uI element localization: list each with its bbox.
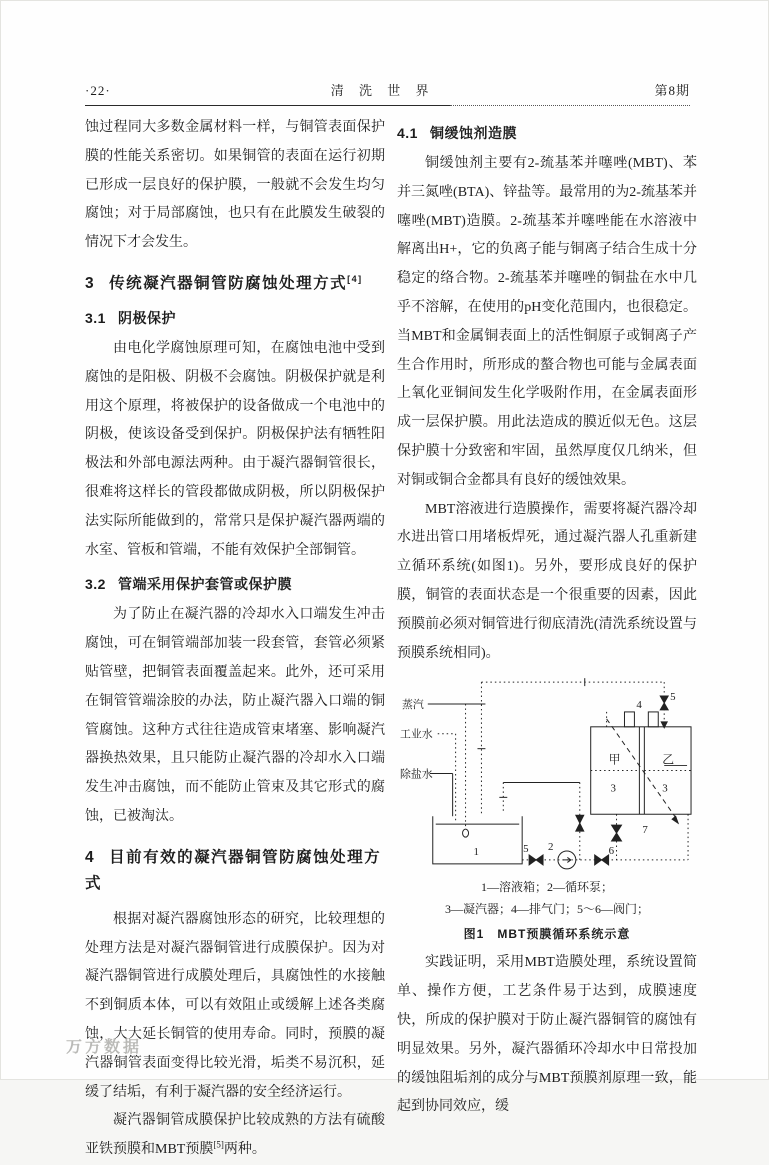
- label-half-a: 甲: [608, 752, 621, 767]
- section-4-1-paragraph-2: MBT溶液进行造膜操作，需要将凝汽器冷却水进出管口用堵板焊死，通过凝汽器人孔重新建立循环系统(如图1)。另外，要形成良好的保护膜，铜管的表面状态是一个很重要的因素，因此预膜前必须对铜管进行彻底清洗(清洗系统设置与预膜系统相同)。: [397, 501, 697, 661]
- label-4: 4: [636, 699, 642, 712]
- label-3-left: 3: [610, 782, 617, 795]
- page-number: ·22·: [85, 83, 111, 98]
- wanfang-watermark: 万方数据: [66, 1039, 143, 1056]
- section-3-2-paragraph: 为了防止在凝汽器的冷却水入口端发生冲击腐蚀，可在铜管端部加装一段套管，套管必须紧贴管壁，把铜管表面覆盖起来。此外，还可采用在铜管管端涂胶的办法，防止凝汽器入口端的铜管腐蚀。这种方式往往造成管束堵塞、影响凝汽器换热效果，且只能防止凝汽器的冷却水入口端发生冲击腐蚀，而不能防止管束及其它形式的腐蚀，已被淘汰。: [85, 607, 385, 824]
- valve-top: [660, 696, 668, 710]
- page-header: [85, 80, 690, 99]
- label-steam: 蒸汽: [401, 699, 424, 712]
- header-rule-dotted: [450, 104, 690, 106]
- section-3-1-number: 3.1: [85, 309, 106, 326]
- reference-5: [5]: [213, 1139, 224, 1150]
- section-3-1-title: 阴极保护: [117, 309, 176, 326]
- section-4-1-number: 4.1: [397, 125, 418, 141]
- section-4-1-title: 铜缓蚀剂造膜: [429, 125, 517, 141]
- section-4-paragraph-2-tail: 两种。: [223, 1142, 266, 1158]
- label-3-right: 3: [662, 782, 668, 795]
- right-column: [397, 114, 697, 1165]
- label-half-b: 乙: [662, 752, 675, 767]
- label-1: 1: [473, 846, 479, 859]
- closing-paragraph: 实践证明，采用MBT造膜处理，系统设置简单、操作方便，工艺条件易于达到，成膜速度快，所成的保护膜对于防止凝汽器铜管的腐蚀有明显效果。另外，凝汽器循环冷却水中日常投加的缓蚀阻垢剂的成分与MBT预膜剂原理一致，能起到协同效应，缓: [397, 955, 697, 1115]
- section-3-2-title: 管端采用保护套管或保护膜: [117, 576, 292, 593]
- mbt-system-diagram: [398, 674, 696, 876]
- section-4-1-paragraph-1: 铜缓蚀剂主要有2-巯基苯并噻唑(MBT)、苯并三氮唑(BTA)、锌盐等。最常用的为2-巯基苯并噻唑(MBT)造膜。2-巯基苯并噻唑能在水溶液中解离出H+，它的负离子能与铜离子结合生成十分稳定的络合物。2-巯基苯并噻唑的铜盐在水中几乎不溶解，在使用的pH变化范围内，也很稳定。当MBT和金属铜表面上的活性铜原子或铜离子产生合作用时，所形成的螯合物也可能与金属表面上氧化亚铜间发生化学吸附作用，在金属表面形成一层保护膜。用此法造成的膜近似无色。这层保护膜十分致密和牢固，虽然厚度仅几纳米，但对铜或铜合金都具有良好的缓蚀效果。: [397, 156, 697, 488]
- vent-valve: [624, 712, 634, 727]
- label-5-top: 5: [670, 691, 676, 704]
- section-4-1-heading: [397, 121, 697, 145]
- figure-title: 图1 MBT预膜循环系统示意: [463, 927, 631, 942]
- figure-1: [397, 674, 697, 945]
- section-4-heading: [85, 845, 385, 897]
- label-7: 7: [642, 824, 648, 837]
- header-rule: [85, 104, 690, 106]
- condenser: [591, 727, 691, 814]
- section-4-paragraph-2: [85, 1107, 385, 1165]
- section-3-1-paragraph: 由电化学腐蚀原理可知，在腐蚀电池中受到腐蚀的是阳极、阴极不会腐蚀。阴极保护就是利用这个原理，将被保护的设备做成一个电池中的阴极，使该设备受到保护。阴极保护法有牺牲阳极法和外部电源法两种。由于凝汽器铜管很长，很难将这样长的管段都做成阴极，所以阴极保护法实际所能做到的，常常只是保护凝汽器两端的水室、管板和管端，不能有效保护全部铜管。: [85, 340, 385, 558]
- section-4-title: 目前有效的凝汽器铜管防腐蚀处理方式: [85, 848, 382, 892]
- paragraph-continued: 蚀过程同大多数金属材料一样，与铜管表面保护膜的性能关系密切。如果铜管的表面在运行初期已形成一层良好的保护膜，一般就不会发生均匀腐蚀；对于局部腐蚀，也只有在此膜发生破裂的情况下才会发生。: [85, 120, 385, 251]
- header-rule-solid: [85, 104, 450, 106]
- section-4-number: 4: [85, 848, 96, 866]
- section-3-number: 3: [85, 274, 96, 292]
- label-6: 6: [608, 845, 615, 858]
- label-demineralized-water: 除盐水: [399, 768, 433, 781]
- figure-caption-line-2: 3—凝汽器；4—排气门；5～6—阀门；: [444, 902, 649, 917]
- section-3-heading: [85, 271, 385, 297]
- label-industrial-water: 工业水: [399, 729, 433, 742]
- left-column: [85, 114, 385, 1165]
- section-3-title: 传统凝汽器铜管防腐蚀处理方式: [109, 274, 348, 292]
- label-5-outlet: 5: [523, 843, 529, 856]
- valve-outlet: [529, 855, 543, 865]
- figure-caption-line-1: 1—溶液箱；2—循环泵；: [480, 880, 613, 895]
- reference-4: [4]: [347, 273, 363, 284]
- label-2: 2: [547, 841, 554, 854]
- section-3-2-number: 3.2: [85, 576, 106, 593]
- issue-number: 第8期: [654, 83, 690, 98]
- valve-bottom: [612, 826, 622, 842]
- section-4-paragraph-2-text: 凝汽器铜管成膜保护比较成熟的方法有硫酸亚铁预膜和MBT预膜: [85, 1113, 385, 1158]
- two-column-body: [85, 114, 697, 1165]
- valve-after-pump: [595, 855, 609, 865]
- section-4-paragraph-1: 根据对凝汽器腐蚀形态的研究，比较理想的处理方法是对凝汽器铜管进行成膜保护。因为对凝汽器铜管进行成膜处理后，具腐蚀性的水接触不到铜质本体，可以有效阻止或缓解上述各类腐蚀，大大延长铜管的使用寿命。同时，预膜的凝汽器铜管表面变得比较光滑，垢类不易沉积，延缓了结垢，有利于凝汽器的安全经济运行。: [85, 911, 385, 1100]
- section-3-1-heading: [85, 306, 385, 330]
- vent-valve: [648, 712, 658, 727]
- circulation-pump: [558, 851, 576, 869]
- section-3-2-heading: [85, 572, 385, 596]
- journal-title: 清 洗 世 界: [330, 83, 435, 98]
